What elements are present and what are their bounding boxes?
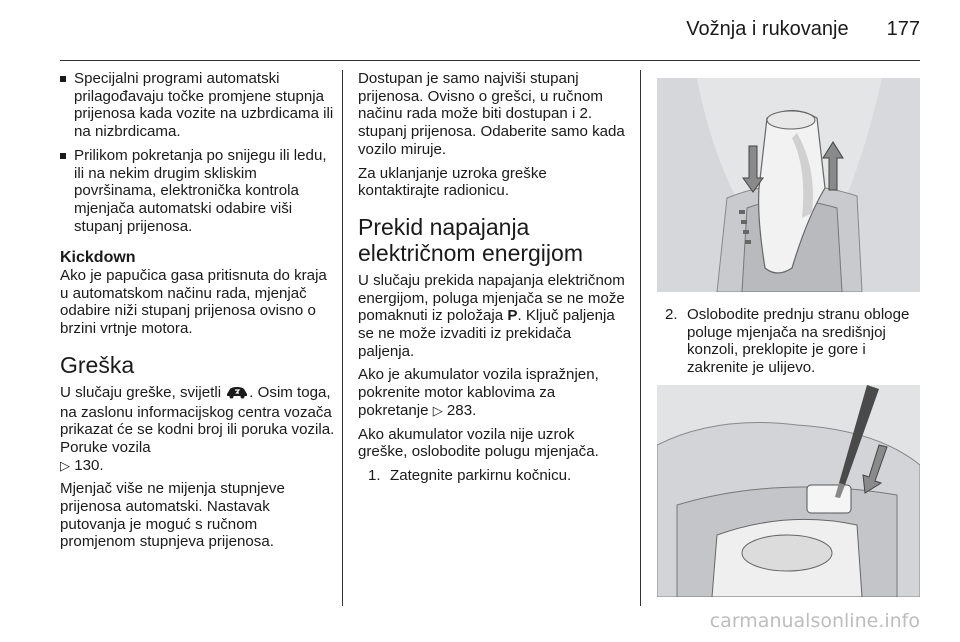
gear-position-p: P: [507, 307, 518, 325]
page-reference-arrow-icon: ▷: [432, 402, 443, 418]
paragraph: Za uklanjanje uzroka greške kontaktirajte radionicu.: [358, 164, 547, 200]
paragraph-part: . Ključ paljenja se ne može izvaditi iz prekidača paljenja.: [358, 307, 615, 360]
kickdown-heading: Kickdown: [60, 249, 136, 267]
numbered-step: [368, 467, 626, 485]
header-rule: [60, 60, 920, 61]
paragraph: Dostupan je samo najviši stupanj prijenosa. Ovisno o grešci, u ručnom načinu rada može biti dostupan i 2. stupanj prijenosa. Odaberite samo kada vozilo miruje.: [358, 70, 625, 158]
gear-lever-illustration: [657, 78, 920, 292]
greska-text-a: U slučaju greške, svijetli: [60, 383, 222, 401]
page-ref: 283.: [446, 401, 477, 419]
greska-text-b: . Osim toga, na zaslonu informacijskog centra vozača prikazat će se kodni broj ili poruka vozila. Poruke vozila: [60, 383, 335, 456]
paragraph: [358, 272, 626, 361]
column-3: [657, 74, 920, 597]
paragraph: [358, 366, 626, 419]
bullet-item: Specijalni programi automatski prilagođavaju točke promjene stupnja prijenosa kada vozite na uzbrdicama ili na nizbrdicama.: [60, 70, 335, 141]
section-title: Vožnja i rukovanje: [686, 17, 849, 40]
paragraph: Ako akumulator vozila nije uzrok greške, oslobodite polugu mjenjača.: [358, 425, 599, 461]
transmission-warning-car-icon: [225, 385, 249, 404]
page-number: 177: [886, 17, 920, 40]
step-text: Oslobodite prednju stranu obloge poluge mjenjača na središnjoj konzoli, preklopite je gore i zakrenite je ulijevo.: [687, 306, 910, 377]
greska-ref: 130.: [74, 456, 104, 474]
paragraph-part: U slučaju prekida napajanja električnom energijom, poluga mjenjača se ne može pomaknuti iz položaja: [358, 271, 625, 325]
column-2: [358, 70, 626, 491]
greska-text2: Mjenjač više ne mijenja stupnjeve prijenosa automatski. Nastavak putovanja je moguć s ručnom promjenom stupnjeva prijenosa.: [60, 480, 285, 551]
greska-heading: Greška: [60, 351, 135, 378]
greska-text: [60, 384, 335, 475]
watermark: carmanualsonline.info: [709, 610, 920, 632]
page-reference-arrow-icon: ▷: [60, 457, 70, 473]
paragraph-part: Ako je akumulator vozila ispražnjen, pokrenite motor kablovima za pokretanje: [358, 366, 599, 419]
page-header: [60, 14, 920, 44]
console-cover-illustration: [657, 385, 920, 597]
column-1: [60, 70, 335, 557]
section-heading: Prekid napajanja električnom energijom: [358, 213, 583, 266]
bullet-item: Prilikom pokretanja po snijegu ili ledu, ili na nekim drugim skliskim površinama, elektronička kontrola mjenjača automatski odabire viši stupanj prijenosa.: [60, 147, 335, 236]
step-number: 1.: [368, 466, 381, 484]
column-divider: [342, 70, 343, 606]
step-number: 2.: [665, 306, 678, 323]
step-text: Zategnite parkirnu kočnicu.: [390, 466, 572, 484]
column-divider: [640, 70, 641, 606]
numbered-step: [665, 306, 920, 377]
kickdown-text: Ako je papučica gasa pritisnuta do kraja u automatskom načinu rada, mjenjač odabire niži stupanj prijenosa ovisno o brzini vrtnje motora.: [60, 267, 327, 338]
